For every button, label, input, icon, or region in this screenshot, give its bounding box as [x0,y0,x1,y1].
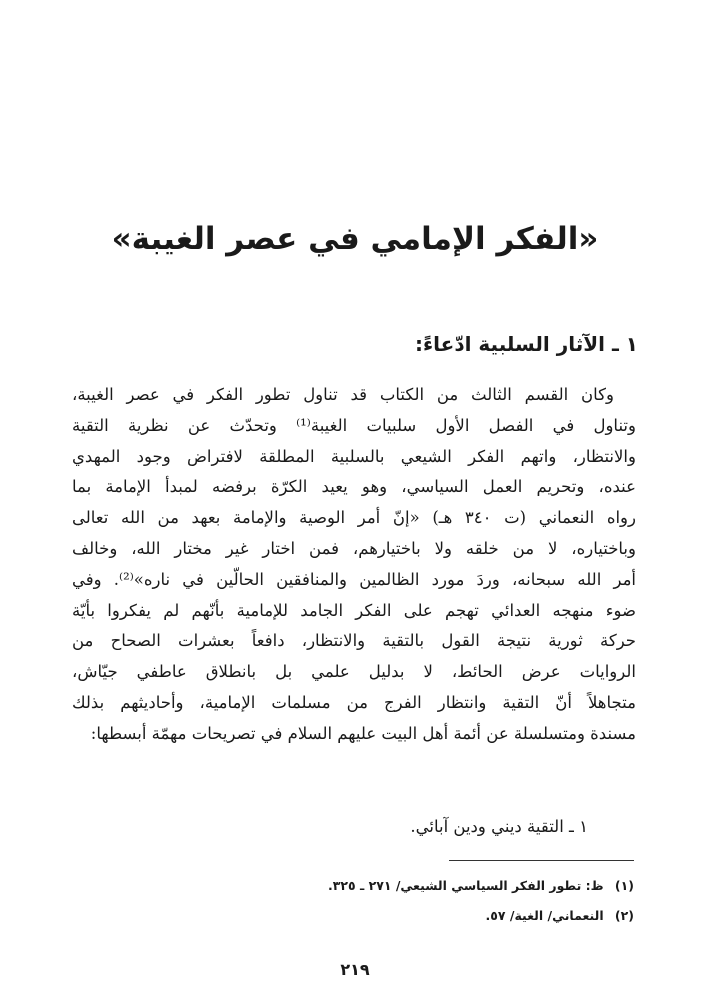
footnote-number: (٢) [614,908,634,923]
footnote-number: (١) [614,878,634,893]
paragraph-line: وكان القسم الثالث من الكتاب قد تناول تطور الفكر في عصر الغيبة، [72,385,614,404]
paragraph-line: متجاهلاً أنّ التقية وانتظار الفرج من مسلمات الإمامية، وأحاديثهم بذلك [72,692,636,712]
section-heading: ١ ـ الآثار السلبية ادّعاءً: [414,332,638,356]
paragraph-line: وباختياره، لا من خلقه ولا باختيارهم، فمن اختار غير مختار الله، وخالف [72,538,636,558]
paragraph-line: رواه النعماني (ت ٣٤٠ هـ) «إنّ أمر الوصية والإمامة بعهد من الله تعالى [72,508,636,528]
page-number: ٢١٩ [340,960,370,979]
footnote-text: ظ: تطور الفكر السياسي الشيعي/ ٢٧١ ـ ٣٢٥. [327,878,604,893]
paragraph-line: عنده، وتحريم العمل السياسي، وهو يعيد الكرّة برفضه لمبدأ الإمامة بما [72,477,636,497]
paragraph-line: الروايات عرض الحائط، لا بدليل علمي بل بانطلاق عاطفي جيّاش، [72,662,636,682]
body-paragraph [72,380,636,750]
footnotes [328,871,634,931]
footnote-divider [449,860,634,861]
footnote-text: النعماني/ الغية/ ٥٧. [485,908,604,923]
paragraph-line: ضوء منهجه العدائي تهجم على الفكر الجامد للإمامية بأنّهم لم يفكروا بأيّة [72,600,636,620]
footnote [328,871,634,901]
paragraph-line: أمر الله سبحانه، وردَ مورد الظالمين والمنافقين الحالّين في ناره»⁽²⁾. وفي [72,569,636,589]
list-item: ١ ـ التقية ديني ودين آبائي. [410,817,588,836]
footnote [328,901,634,931]
paragraph-line: وتناول في الفصل الأول سلبيات الغيبة⁽¹⁾ وتحدّث عن نظرية التقية [72,415,636,435]
paragraph-line: مسندة ومتسلسلة عن أئمة أهل البيت عليهم السلام في تصريحات مهمّة أبسطها: [90,723,636,743]
paragraph-line: حركة ثورية نتيجة القول بالتقية والانتظار، دافعاً بعشرات الصحاح من [72,631,636,651]
paragraph-line: والانتظار، واتهم الفكر الشيعي بالسلبية المطلقة لافتراض وجود المهدي [72,446,636,466]
chapter-title: «الفكر الإمامي في عصر الغيبة» [111,221,599,257]
